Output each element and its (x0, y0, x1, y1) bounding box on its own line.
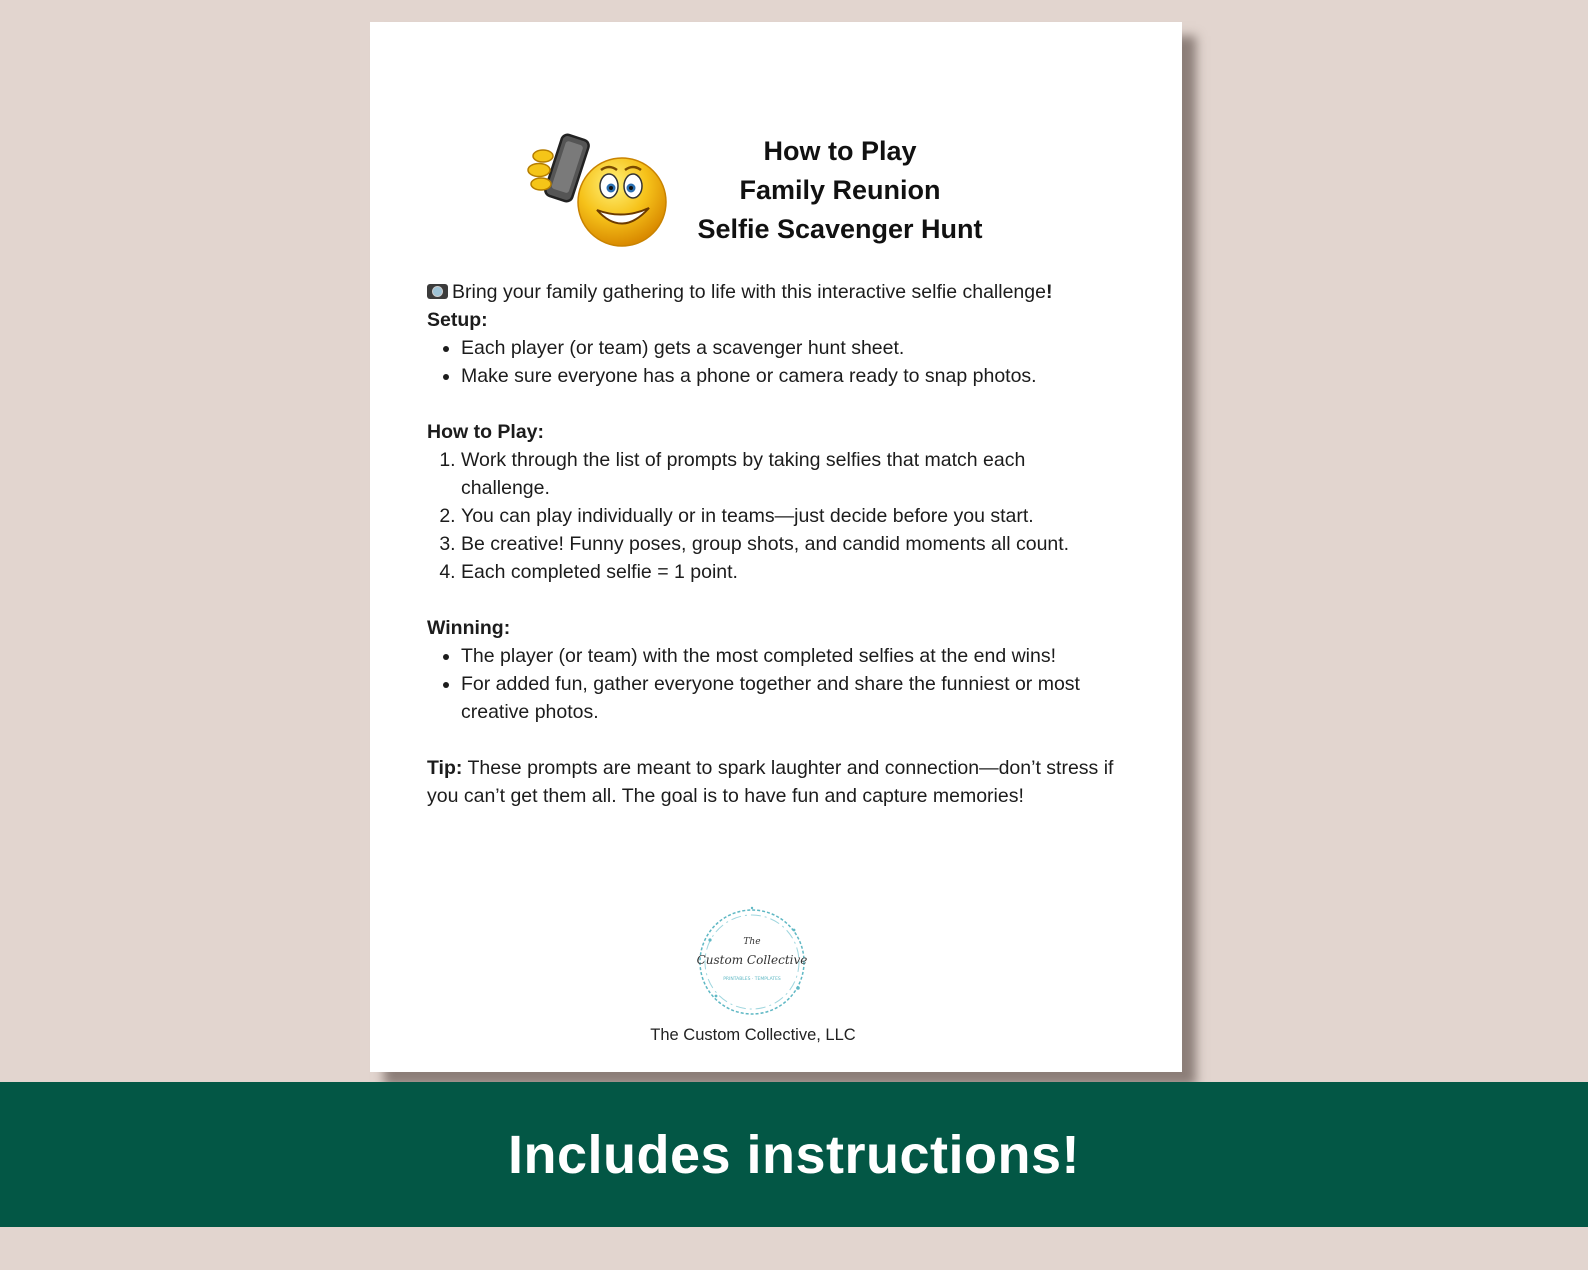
title-line-2: Family Reunion (739, 175, 941, 205)
list-item: • The player (or team) with the most completed selfies at the end wins! (461, 642, 1117, 670)
banner (0, 1082, 1588, 1227)
logo-name-text: Custom Collective (696, 953, 808, 967)
selfie-emoji-icon (525, 130, 675, 250)
winning-heading: Winning: (427, 617, 511, 639)
logo-top-text: The (743, 937, 761, 947)
tip-paragraph (427, 754, 1117, 810)
intro-text: Bring your family gathering to life with this interactive selfie challenge (452, 281, 1046, 303)
list-item: 4. Each completed selfie = 1 point. (461, 558, 1117, 586)
setup-list (427, 334, 1117, 390)
winning-list (427, 642, 1117, 726)
company-logo (690, 900, 815, 1025)
camera-icon (427, 284, 448, 299)
title-line-3: Selfie Scavenger Hunt (697, 214, 983, 244)
page-title (670, 132, 1010, 249)
logo-sub-text: PRINTABLES · TEMPLATES (723, 977, 781, 982)
setup-heading: Setup: (427, 309, 488, 331)
list-item: • Each player (or team) gets a scavenger hunt sheet. (461, 334, 1117, 362)
list-item: 3. Be creative! Funny poses, group shots, and candid moments all count. (461, 530, 1117, 558)
intro-line (427, 278, 1117, 306)
howto-heading: How to Play: (427, 421, 545, 443)
list-item: • For added fun, gather everyone together and share the funniest or most creative photos. (461, 670, 1117, 726)
list-item: 2. You can play individually or in teams—just decide before you start. (461, 502, 1117, 530)
howto-list (427, 446, 1117, 586)
intro-exclaim: ! (1045, 281, 1053, 303)
tip-text: These prompts are meant to spark laughter and connection—don’t stress if you can’t get them all. The goal is to have fun and capture memories! (427, 757, 1114, 807)
company-name: The Custom Collective, LLC (650, 1026, 856, 1044)
list-item: 1. Work through the list of prompts by taking selfies that match each challenge. (461, 446, 1117, 502)
instructions-body (427, 278, 1117, 810)
list-item: • Make sure everyone has a phone or camera ready to snap photos. (461, 362, 1117, 390)
title-line-1: How to Play (763, 136, 917, 166)
banner-text: Includes instructions! (507, 1124, 1081, 1185)
tip-label: Tip: (427, 757, 463, 779)
instruction-sheet (370, 22, 1182, 1072)
